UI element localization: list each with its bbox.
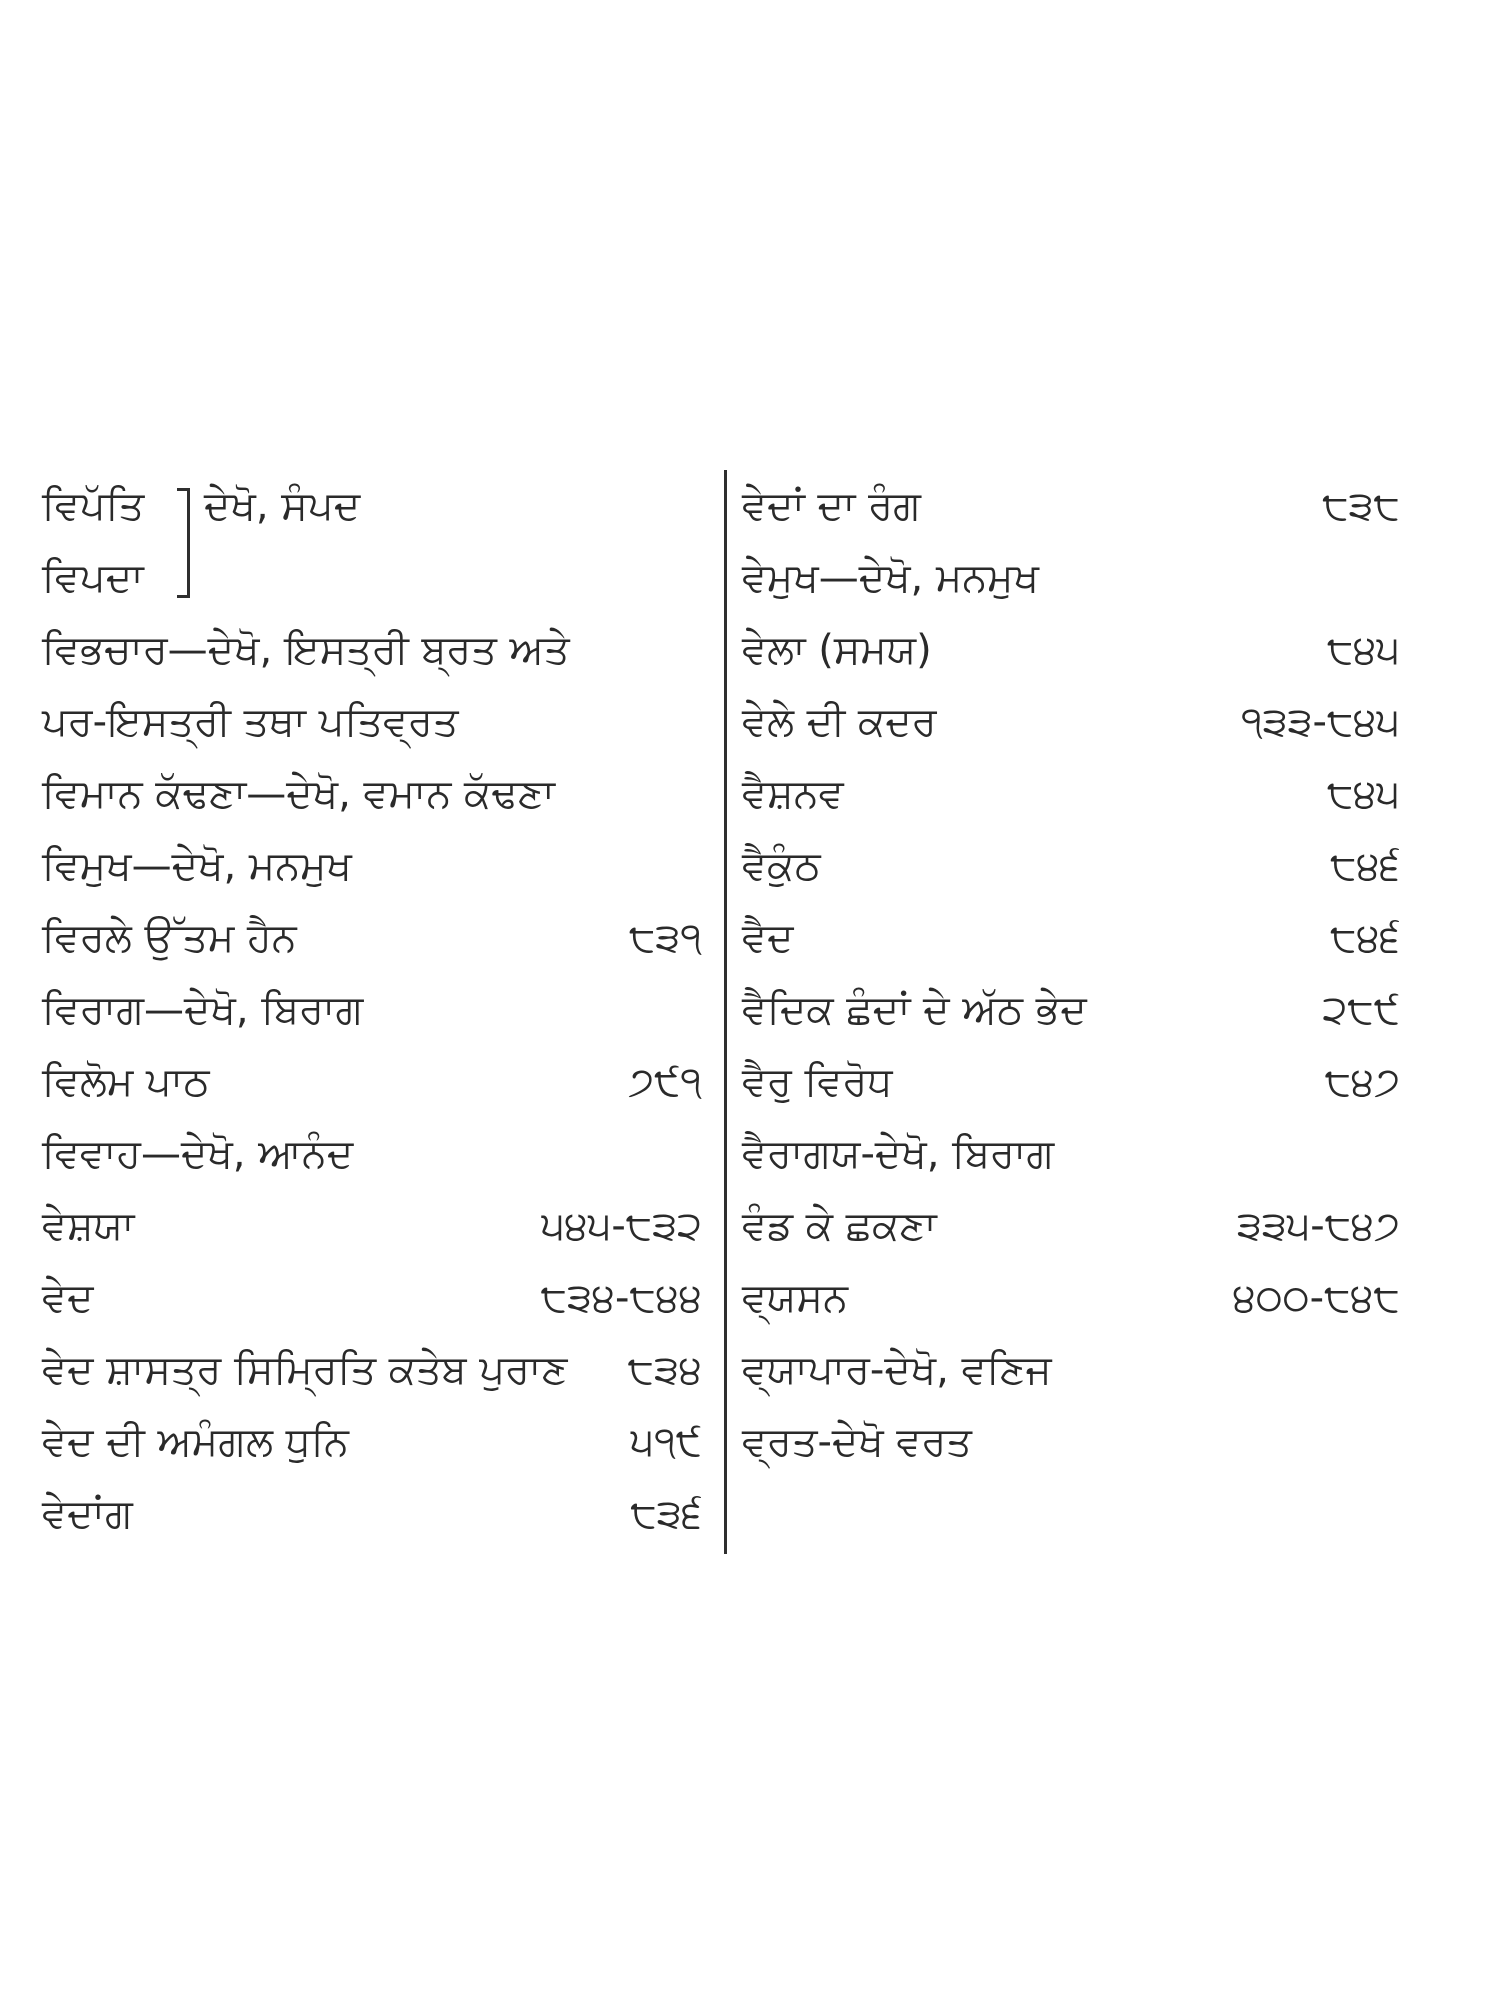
index-term: ਵੈਰਾਗਯ-ਦੇਖੋ, ਬਿਰਾਗ: [742, 1131, 1055, 1177]
index-entry: [742, 902, 1400, 974]
index-term: ਵੇਦਾਂਗ: [42, 1491, 133, 1537]
index-entry: [42, 1118, 702, 1190]
page-number: ੪੦੦-੮੪੮: [1232, 1275, 1400, 1321]
index-entry: [42, 614, 702, 686]
index-term: ਵੇਦ ਦੀ ਅਮੰਗਲ ਧੁਨਿ: [42, 1419, 349, 1465]
page-number: ੫੧੯: [630, 1419, 702, 1465]
index-entry: [42, 902, 702, 974]
index-entry: [742, 1406, 1400, 1478]
index-entry: [742, 686, 1400, 758]
index-term: ਵਿਪਦਾ: [42, 555, 144, 601]
index-entry: [742, 1262, 1400, 1334]
index-term: ਵੈਕੁੰਠ: [742, 843, 821, 889]
index-term: ਵ੍ਯਸਨ: [742, 1275, 849, 1321]
index-entry: [42, 1406, 702, 1478]
index-term: ਵਿਰਾਗ—ਦੇਖੋ, ਬਿਰਾਗ: [42, 987, 364, 1033]
index-term: ਵਿਪੱਤਿ: [42, 483, 145, 529]
page-number: ੮੩੪-੮੪੪: [540, 1275, 702, 1321]
index-entry: [742, 830, 1400, 902]
cross-reference: ਦੇਖੋ, ਸੰਪਦ: [204, 483, 361, 529]
page-number: ੮੪੬: [1330, 915, 1400, 961]
page-number: ੮੪੫: [1326, 627, 1400, 673]
index-term: ਵਿਮਾਨ ਕੱਢਣਾ—ਦੇਖੋ, ਵਮਾਨ ਕੱਢਣਾ: [42, 771, 555, 817]
index-entry: [742, 470, 1400, 542]
index-entry: [42, 1190, 702, 1262]
index-entry: [742, 758, 1400, 830]
index-term: ਵੇਸ਼ਯਾ: [42, 1203, 135, 1249]
page-number: ੩੩੫-੮੪੭: [1236, 1203, 1400, 1249]
index-entry: [742, 1046, 1400, 1118]
page-number: ੮੩੮: [1322, 483, 1400, 529]
page-number: ੮੩੬: [630, 1491, 702, 1537]
index-entry: [42, 1262, 702, 1334]
index-term: ਵੇਲਾ (ਸਮਯ): [742, 627, 932, 673]
index-term: ਵੇਮੁਖ—ਦੇਖੋ, ਮਨਮੁਖ: [742, 555, 1039, 601]
page-number: ੨੮੯: [1322, 987, 1400, 1033]
index-entry: [742, 542, 1400, 614]
index-entry: [742, 614, 1400, 686]
index-term: ਵੇਦ ਸ਼ਾਸਤ੍ਰ ਸਿਮ੍ਰਿਤਿ ਕਤੇਬ ਪੁਰਾਣ: [42, 1347, 568, 1393]
page-number: ੮੪੭: [1324, 1059, 1400, 1105]
index-term: ਵ੍ਯਾਪਾਰ-ਦੇਖੋ, ਵਣਿਜ: [742, 1347, 1052, 1393]
index-term: ਵੈਦਿਕ ਛੰਦਾਂ ਦੇ ਅੱਠ ਭੇਦ: [742, 987, 1087, 1033]
grouping-bracket: [177, 488, 190, 598]
index-term: ਵੇਲੇ ਦੀ ਕਦਰ: [742, 699, 937, 745]
page-number: ੮੩੪: [627, 1347, 702, 1393]
index-term: ਵਿਮੁਖ—ਦੇਖੋ, ਮਨਮੁਖ: [42, 843, 352, 889]
page-number: ੭੯੧: [628, 1059, 702, 1105]
index-term: ਵੇਦਾਂ ਦਾ ਰੰਗ: [742, 483, 921, 529]
column-divider: [724, 470, 727, 1554]
page-number: ੧੩੩-੮੪੫: [1241, 699, 1400, 745]
index-entry: [42, 1046, 702, 1118]
index-entry: [42, 1478, 702, 1550]
right-column: [742, 470, 1400, 1478]
index-term: ਪਰ-ਇਸਤ੍ਰੀ ਤਥਾ ਪਤਿਵ੍ਰਤ: [42, 699, 459, 745]
index-entry: [42, 830, 702, 902]
index-term: ਵੈਰੁ ਵਿਰੋਧ: [742, 1059, 893, 1105]
index-term: ਵ੍ਰਤ-ਦੇਖੋ ਵਰਤ: [742, 1419, 972, 1465]
page-number: ੮੪੬: [1330, 843, 1400, 889]
left-column: [42, 470, 702, 1550]
index-term: ਵੇਦ: [42, 1275, 94, 1321]
index-term: ਵਿਵਾਹ—ਦੇਖੋ, ਆਨੰਦ: [42, 1131, 354, 1177]
page-number: ੮੪੫: [1326, 771, 1400, 817]
index-entry: [42, 758, 702, 830]
index-entry: [742, 1190, 1400, 1262]
index-entry: [742, 1118, 1400, 1190]
index-entry: [742, 1334, 1400, 1406]
index-entry: [42, 1334, 702, 1406]
index-term: ਵਿਰਲੇ ਉੱਤਮ ਹੈਨ: [42, 915, 297, 961]
index-entry: [42, 974, 702, 1046]
index-entry: [742, 974, 1400, 1046]
index-term: ਵੈਸ਼ਨਵ: [742, 771, 844, 817]
index-term: ਵਿਲੋਮ ਪਾਠ: [42, 1059, 210, 1105]
index-term: ਵੰਡ ਕੇ ਛਕਣਾ: [742, 1203, 937, 1249]
bracketed-entry-group: [42, 470, 702, 614]
index-entry: [42, 686, 702, 758]
index-term: ਵਿਭਚਾਰ—ਦੇਖੋ, ਇਸਤ੍ਰੀ ਬ੍ਰਤ ਅਤੇ: [42, 627, 570, 673]
page-number: ੫੪੫-੮੩੨: [541, 1203, 702, 1249]
page-number: ੮੩੧: [628, 915, 702, 961]
index-term: ਵੈਦ: [742, 915, 794, 961]
